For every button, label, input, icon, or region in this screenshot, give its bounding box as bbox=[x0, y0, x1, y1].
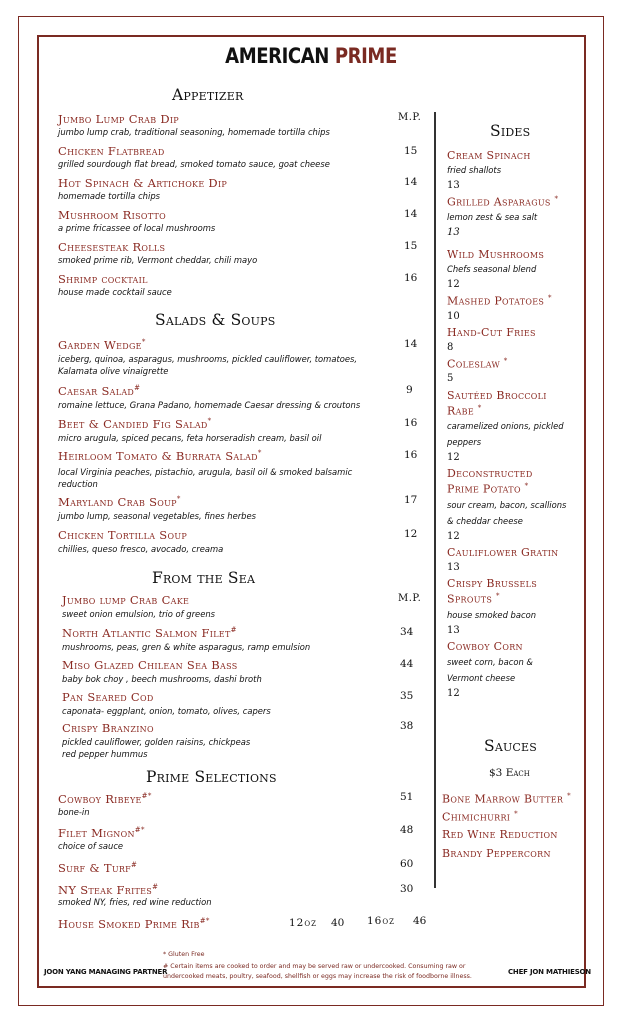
side-item-desc: Chefs seasonal blend bbox=[447, 264, 537, 274]
side-item-price: 12 bbox=[447, 688, 460, 699]
menu-item-name: Maryland Crab Soup* bbox=[58, 495, 181, 509]
menu-item-name: Surf & Turf# bbox=[58, 861, 138, 875]
side-item-price: 12 bbox=[447, 531, 460, 542]
side-item-name: Prime Potato * bbox=[447, 482, 529, 496]
brand-part-prime: PRIME bbox=[334, 44, 397, 68]
side-item-price: 8 bbox=[447, 342, 454, 353]
menu-item-name: Garden Wedge* bbox=[58, 338, 146, 352]
footnote-raw-warning: # Certain items are cooked to order and may be served raw or undercooked. Consuming raw or undercooked meats, poultry, seafood, shellfish or eggs may increase the risk of foodborne illness. bbox=[163, 963, 472, 980]
sauce-item: Bone Marrow Butter * bbox=[442, 792, 571, 806]
menu-item-name: Shrimp cocktail bbox=[58, 272, 148, 286]
menu-item-price: 14 bbox=[404, 338, 418, 350]
menu-item-desc: jumbo lump, seasonal vegetables, fines herbes bbox=[58, 511, 257, 521]
section-title-salads: Salads & Soups bbox=[155, 311, 276, 329]
menu-item-desc: chillies, queso fresco, avocado, creama bbox=[58, 544, 224, 554]
side-item-desc: fried shallots bbox=[447, 165, 502, 175]
side-item-name: Wild Mushrooms bbox=[447, 248, 545, 261]
sauce-item: Brandy Peppercorn bbox=[442, 847, 551, 860]
prime-rib-price-12oz: 40 bbox=[331, 917, 345, 929]
menu-item-price: 35 bbox=[400, 690, 414, 702]
side-item-desc: Vermont cheese bbox=[447, 673, 516, 683]
menu-item-desc: baby bok choy , beech mushrooms, dashi broth bbox=[62, 674, 262, 684]
side-item-price: 12 bbox=[447, 279, 460, 290]
side-item-desc: peppers bbox=[447, 437, 482, 447]
menu-item-price: 48 bbox=[400, 824, 414, 836]
menu-item-price: 44 bbox=[400, 658, 414, 670]
sea-mp-label: M.P. bbox=[398, 593, 422, 604]
menu-item-price: 9 bbox=[406, 384, 413, 396]
side-item-name: Deconstructed bbox=[447, 467, 533, 480]
section-title-appetizer: Appetizer bbox=[172, 86, 244, 104]
menu-item-name: Chicken Tortilla Soup bbox=[58, 528, 188, 542]
menu-item-desc: local Virginia peaches, pistachio, arugula, basil oil & smoked balsamic reduction bbox=[58, 467, 353, 489]
menu-item-desc: grilled sourdough flat bread, smoked tomato sauce, goat cheese bbox=[58, 159, 330, 169]
menu-item-desc: bone-in bbox=[58, 807, 90, 817]
menu-item-desc: mushrooms, peas, gren & white asparagus, ramp emulsion bbox=[62, 642, 311, 652]
menu-item-name: Caesar Salad# bbox=[58, 384, 141, 398]
menu-item-price: 60 bbox=[400, 858, 414, 870]
footer-managing-partner: JOON YANG MANAGING PARTNER bbox=[44, 968, 168, 976]
menu-item-price: 12 bbox=[404, 528, 418, 540]
menu-item-name: North Atlantic Salmon Filet# bbox=[62, 626, 237, 640]
side-item-desc: & cheddar cheese bbox=[447, 516, 523, 526]
menu-item-name: Cowboy Ribeye#* bbox=[58, 792, 152, 806]
sauces-price: $3 Each bbox=[489, 767, 530, 779]
menu-item-desc: pickled cauliflower, golden raisins, chickpeas red pepper hummus bbox=[62, 737, 251, 759]
side-item-name: Cowboy Corn bbox=[447, 640, 523, 653]
menu-item-price: 38 bbox=[400, 720, 414, 732]
side-item-name: Cream Spinach bbox=[447, 149, 531, 162]
menu-item-price: 16 bbox=[404, 272, 418, 284]
side-item-price: 10 bbox=[447, 311, 460, 322]
menu-item-desc: romaine lettuce, Grana Padano, homemade Caesar dressing & croutons bbox=[58, 400, 361, 410]
prime-rib-size-12oz: 12oz bbox=[289, 917, 317, 929]
menu-item-desc: micro arugula, spiced pecans, feta horseradish cream, basil oil bbox=[58, 433, 322, 443]
menu-item-name: Crispy Branzino bbox=[62, 721, 154, 735]
menu-item-desc: homemade tortilla chips bbox=[58, 191, 160, 201]
side-item-desc: caramelized onions, pickled bbox=[447, 421, 564, 431]
side-item-name: Sprouts * bbox=[447, 592, 500, 606]
menu-item-desc: caponata- eggplant, onion, tomato, olives, capers bbox=[62, 706, 271, 716]
side-item-desc: lemon zest & sea salt bbox=[447, 212, 538, 222]
menu-item-price: 14 bbox=[404, 208, 418, 220]
menu-item-desc: house made cocktail sauce bbox=[58, 287, 172, 297]
menu-item-price: 16 bbox=[404, 449, 418, 461]
appetizer-mp-label: M.P. bbox=[398, 112, 422, 123]
menu-item-name: House Smoked Prime Rib#* bbox=[58, 917, 210, 931]
side-item-name: Sautéed Broccoli bbox=[447, 389, 547, 402]
menu-item-name: Miso Glazed Chilean Sea Bass bbox=[62, 658, 238, 672]
side-item-name: Coleslaw * bbox=[447, 357, 508, 371]
menu-item-name: Filet Mignon#* bbox=[58, 826, 145, 840]
side-item-name: Rabe * bbox=[447, 404, 482, 418]
menu-item-name: Cheesesteak Rolls bbox=[58, 240, 166, 254]
menu-item-price: 17 bbox=[404, 494, 418, 506]
side-item-price: 5 bbox=[447, 373, 454, 384]
brand-part-american: AMERICAN bbox=[225, 44, 329, 68]
menu-item-price: 30 bbox=[400, 883, 414, 895]
menu-item-name: Jumbo lump Crab Cake bbox=[62, 593, 190, 607]
side-item-name: Crispy Brussels bbox=[447, 577, 538, 590]
menu-item-desc: smoked NY, fries, red wine reduction bbox=[58, 897, 212, 907]
menu-item-desc: jumbo lump crab, traditional seasoning, homemade tortilla chips bbox=[58, 127, 330, 137]
side-item-desc: sweet corn, bacon & bbox=[447, 657, 533, 667]
menu-item-price: 14 bbox=[404, 176, 418, 188]
menu-item-price: 34 bbox=[400, 626, 414, 638]
side-item-name: Hand-Cut Fries bbox=[447, 326, 536, 339]
menu-item-desc: smoked prime rib, Vermont cheddar, chili mayo bbox=[58, 255, 258, 265]
side-item-name: Grilled Asparagus * bbox=[447, 195, 559, 209]
section-title-sauces: Sauces bbox=[484, 737, 538, 755]
menu-item-name: Beet & Candied Fig Salad* bbox=[58, 417, 212, 431]
menu-item-desc: sweet onion emulsion, trio of greens bbox=[62, 609, 216, 619]
menu-item-name: Jumbo Lump Crab Dip bbox=[58, 112, 179, 126]
menu-item-desc: a prime fricassee of local mushrooms bbox=[58, 223, 216, 233]
menu-item-price: 16 bbox=[404, 417, 418, 429]
side-item-price: 13 bbox=[447, 180, 460, 191]
side-item-desc: sour cream, bacon, scallions bbox=[447, 500, 567, 510]
menu-item-price: 15 bbox=[404, 240, 418, 252]
sauce-item: Chimichurri * bbox=[442, 810, 518, 824]
footer-chef: CHEF JON MATHIESON bbox=[508, 968, 591, 976]
side-item-name: Mashed Potatoes * bbox=[447, 294, 552, 308]
prime-rib-price-16oz: 46 bbox=[413, 915, 427, 927]
side-item-price: 13 bbox=[447, 562, 460, 573]
section-title-sides: Sides bbox=[490, 122, 531, 140]
section-title-prime: Prime Selections bbox=[146, 768, 277, 786]
side-item-price: 13 bbox=[447, 227, 460, 238]
side-item-name: Cauliflower Gratin bbox=[447, 546, 559, 559]
menu-item-name: Hot Spinach & Artichoke Dip bbox=[58, 176, 228, 190]
menu-item-desc: choice of sauce bbox=[58, 841, 124, 851]
side-item-price: 12 bbox=[447, 452, 460, 463]
menu-item-price: 15 bbox=[404, 145, 418, 157]
menu-item-name: Mushroom Risotto bbox=[58, 208, 166, 222]
menu-item-name: Heirloom Tomato & Burrata Salad* bbox=[58, 449, 262, 463]
side-item-price: 13 bbox=[447, 625, 460, 636]
menu-item-name: NY Steak Frites# bbox=[58, 883, 159, 897]
prime-rib-size-16oz: 16oz bbox=[367, 915, 395, 927]
menu-item-price: 51 bbox=[400, 791, 414, 803]
brand-logo bbox=[44, 44, 579, 68]
menu-item-name: Chicken Flatbread bbox=[58, 144, 165, 158]
side-item-desc: house smoked bacon bbox=[447, 610, 537, 620]
menu-item-desc: iceberg, quinoa, asparagus, mushrooms, pickled cauliflower, tomatoes, Kalamata olive vinaigrette bbox=[58, 354, 358, 376]
sauce-item: Red Wine Reduction bbox=[442, 828, 558, 841]
footnote-gluten-free: * Gluten Free bbox=[163, 951, 205, 958]
menu-item-name: Pan Seared Cod bbox=[62, 690, 154, 704]
column-divider bbox=[434, 112, 436, 888]
section-title-sea: From the Sea bbox=[152, 569, 256, 587]
